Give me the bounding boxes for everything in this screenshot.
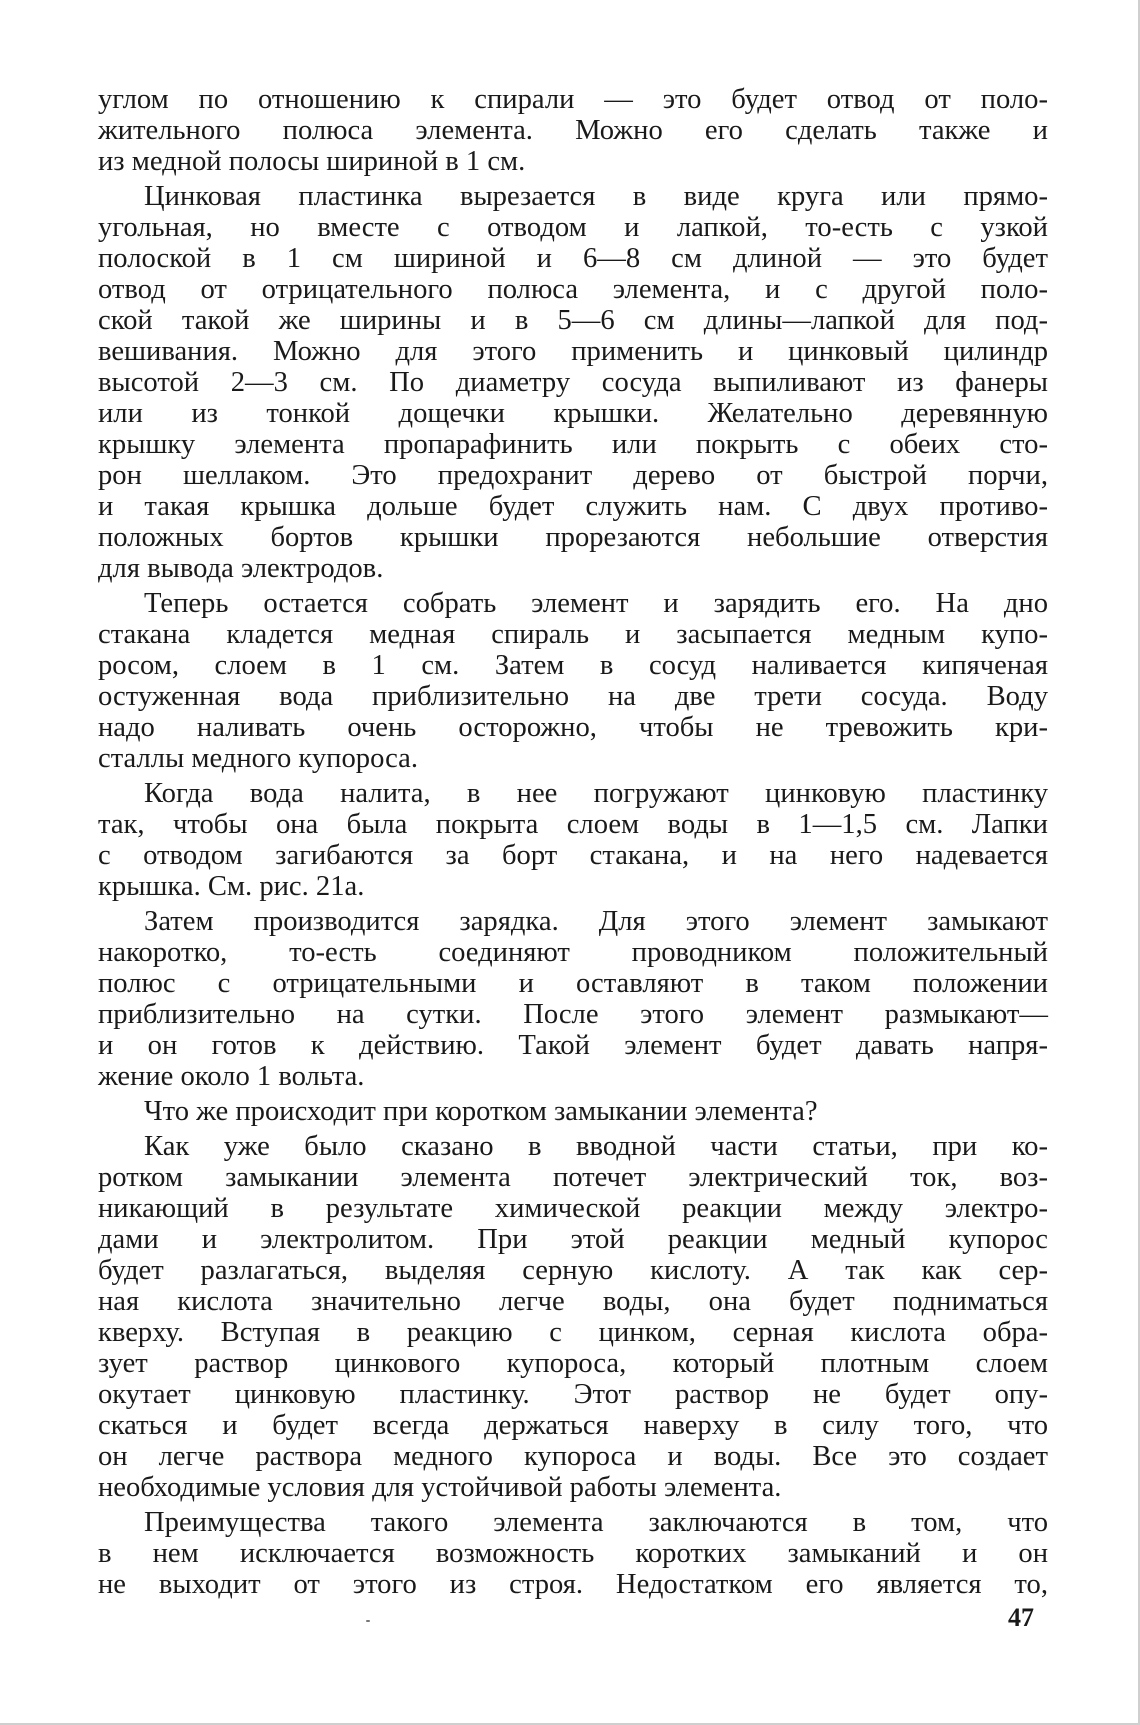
text-line: крышку элемента пропарафинить или покрыть с обеих сто- [98, 429, 1048, 460]
text-line: или из тонкой дощечки крышки. Желательно деревянную [98, 398, 1048, 429]
text-line: так, чтобы она была покрыта слоем воды в 1—1,5 см. Лапки [98, 809, 1048, 840]
paragraph [98, 906, 1048, 1092]
text-line: стакана кладется медная спираль и засыпается медным купо- [98, 619, 1048, 650]
text-line: накоротко, то-есть соединяют проводником положительный [98, 937, 1048, 968]
text-line: надо наливать очень осторожно, чтобы не тревожить кри- [98, 712, 1048, 743]
text-line: Как уже было сказано в вводной части статьи, при ко- [144, 1131, 1048, 1162]
paragraph [98, 1507, 1048, 1600]
paragraph [98, 1131, 1048, 1503]
text-line: полюс с отрицательными и оставляют в таком положении [98, 968, 1048, 999]
text-line: с отводом загибаются за борт стакана, и на него надевается [98, 840, 1048, 871]
text-line: приблизительно на сутки. После этого элемент размыкают— [98, 999, 1048, 1030]
text-line: не выходит от этого из строя. Недостатком его является то, [98, 1569, 1048, 1600]
text-line: окутает цинковую пластинку. Этот раствор не будет опу- [98, 1379, 1048, 1410]
text-line: сталлы медного купороса. [98, 743, 418, 774]
text-line: Затем производится зарядка. Для этого элемент замыкают [144, 906, 1048, 937]
text-line: жение около 1 вольта. [98, 1061, 365, 1092]
text-line: отвод от отрицательного полюса элемента, и с другой поло- [98, 274, 1048, 305]
text-line: жительного полюса элемента. Можно его сделать также и [98, 115, 1048, 146]
text-line: ная кислота значительно легче воды, она будет подниматься [98, 1286, 1048, 1317]
text-line: и такая крышка дольше будет служить нам. С двух противо- [98, 491, 1048, 522]
text-line: вешивания. Можно для этого применить и цинковый цилиндр [98, 336, 1048, 367]
paragraph [98, 778, 1048, 902]
paragraph [98, 181, 1048, 584]
text-line: ротком замыкании элемента потечет электрический ток, воз- [98, 1162, 1048, 1193]
text-line: в нем исключается возможность коротких замыканий и он [98, 1538, 1048, 1569]
text-line: Цинковая пластинка вырезается в виде круга или прямо- [144, 181, 1048, 212]
text-line: необходимые условия для устойчивой работы элемента. [98, 1472, 782, 1503]
text-line: зует раствор цинкового купороса, который плотным слоем [98, 1348, 1048, 1379]
page-number: 47 [1008, 1603, 1034, 1632]
print-speck [366, 1620, 370, 1622]
text-line: Когда вода налита, в нее погружают цинковую пластинку [144, 778, 1048, 809]
text-line: угольная, но вместе с отводом и лапкой, то-есть с узкой [98, 212, 1048, 243]
text-line: полоской в 1 см шириной и 6—8 см длиной — это будет [98, 243, 1048, 274]
text-line: рон шеллаком. Это предохранит дерево от быстрой порчи, [98, 460, 1048, 491]
text-line: кверху. Вступая в реакцию с цинком, серная кислота обра- [98, 1317, 1048, 1348]
text-line: Теперь остается собрать элемент и зарядить его. На дно [144, 588, 1048, 619]
text-line: он легче раствора медного купороса и воды. Все это создает [98, 1441, 1048, 1472]
text-line: будет разлагаться, выделяя серную кислоту. А так как сер- [98, 1255, 1048, 1286]
text-line: углом по отношению к спирали — это будет отвод от поло- [98, 84, 1048, 115]
text-line: скаться и будет всегда держаться наверху в силу того, что [98, 1410, 1048, 1441]
text-line: высотой 2—3 см. По диаметру сосуда выпиливают из фанеры [98, 367, 1048, 398]
text-line: и он готов к действию. Такой элемент будет давать напря- [98, 1030, 1048, 1061]
paragraph [98, 1096, 1048, 1127]
text-line: дами и электролитом. При этой реакции медный купорос [98, 1224, 1048, 1255]
text-line: остуженная вода приблизительно на две трети сосуда. Воду [98, 681, 1048, 712]
text-line: никающий в результате химической реакции между электро- [98, 1193, 1048, 1224]
paragraph [98, 588, 1048, 774]
body-text [98, 84, 1048, 1604]
text-line: Преимущества такого элемента заключаются в том, что [144, 1507, 1048, 1538]
text-line: крышка. См. рис. 21а. [98, 871, 365, 902]
text-line: Что же происходит при коротком замыкании элемента? [144, 1096, 818, 1127]
text-line: росом, слоем в 1 см. Затем в сосуд наливается кипяченая [98, 650, 1048, 681]
text-line: положных бортов крышки прорезаются небольшие отверстия [98, 522, 1048, 553]
text-line: из медной полосы шириной в 1 см. [98, 146, 526, 177]
text-line: для вывода электродов. [98, 553, 384, 584]
paragraph [98, 84, 1048, 177]
text-line: ской такой же ширины и в 5—6 см длины—лапкой для под- [98, 305, 1048, 336]
